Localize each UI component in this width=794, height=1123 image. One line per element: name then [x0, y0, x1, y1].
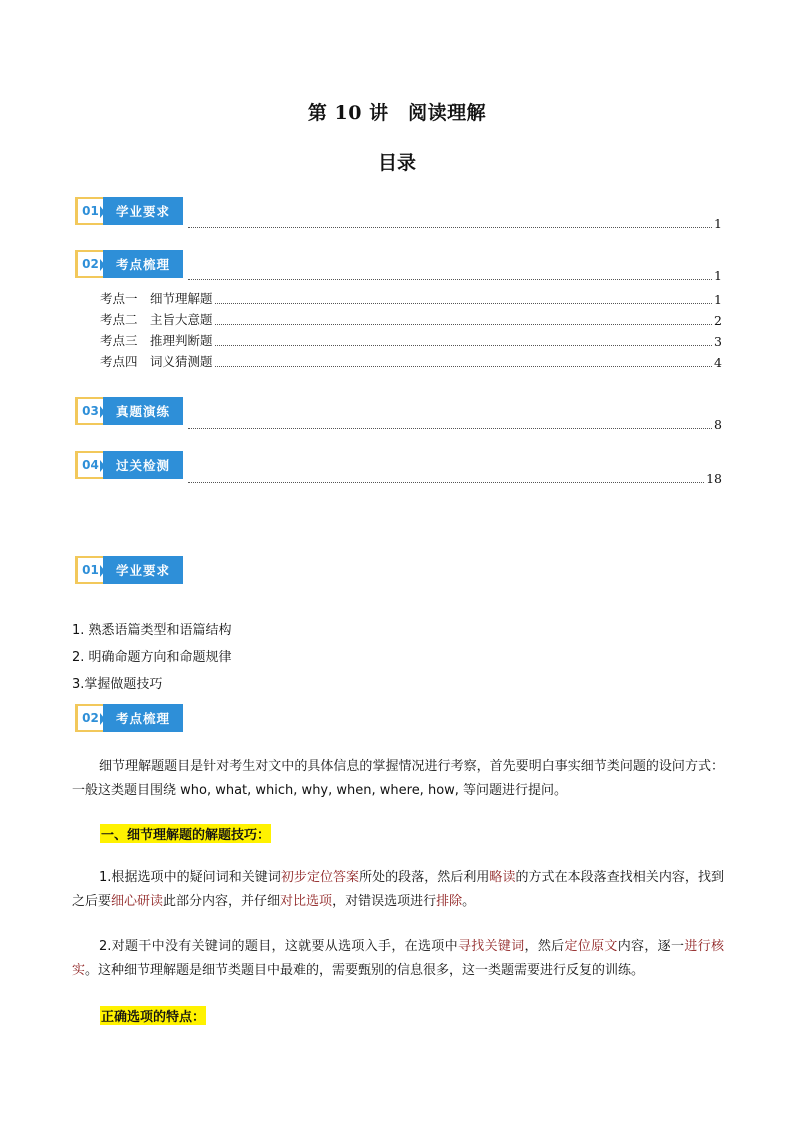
section-label: 学业要求 [103, 556, 183, 584]
key-term: 初步定位答案 [280, 870, 360, 885]
toc-page-number: 1 [714, 268, 722, 283]
toc-leader-dots [215, 344, 713, 346]
toc-page-number: 3 [714, 334, 722, 349]
section-number: 04 [75, 451, 103, 479]
key-term: 略读 [489, 870, 516, 885]
requirement-item: 2. 明确命题方向和命题规律 [72, 650, 232, 665]
section-heading-02 [75, 704, 183, 732]
toc-page-number: 18 [706, 471, 722, 486]
toc-page-number: 1 [714, 292, 722, 307]
section-number: 03 [75, 397, 103, 425]
section-number: 01 [75, 556, 103, 584]
toc-line-section-02[interactable] [186, 268, 722, 283]
toc-leader-dots [215, 365, 713, 367]
section-label: 学业要求 [103, 197, 183, 225]
section-number: 02 [75, 250, 103, 278]
requirement-item: 3.掌握做题技巧 [72, 677, 163, 692]
text-run: 。这种细节理解题是细节类题目中最难的，需要甄别的信息很多，这一类题需要进行反复的训练。 [85, 963, 645, 978]
text-run: 所处的段落，然后利用 [359, 870, 490, 885]
toc-line-kaodian-1[interactable] [100, 289, 722, 307]
highlighted-heading-correct-options: 正确选项的特点： [100, 1006, 206, 1025]
toc-line-kaodian-4[interactable] [100, 352, 722, 370]
toc-section-badge-04[interactable] [75, 451, 183, 479]
toc-leader-dots [188, 226, 712, 228]
requirement-item: 1. 熟悉语篇类型和语篇结构 [72, 623, 232, 638]
section-label: 考点梳理 [103, 250, 183, 278]
toc-leader-dots [215, 302, 713, 304]
toc-section-badge-02[interactable] [75, 250, 183, 278]
toc-leader-dots [215, 323, 713, 325]
section-number: 01 [75, 197, 103, 225]
toc-line-section-03[interactable] [186, 417, 722, 432]
document-title: 第 10 讲 阅读理解 [307, 102, 487, 124]
text-run: 。 [462, 894, 476, 909]
toc-line-kaodian-3[interactable] [100, 331, 722, 349]
section-number: 02 [75, 704, 103, 732]
toc-item-label: 考点三 推理判断题 [100, 333, 213, 348]
highlighted-heading-tips: 一、细节理解题的解题技巧： [100, 824, 271, 843]
toc-page-number: 8 [714, 417, 722, 432]
text-run: ，然后 [524, 939, 565, 954]
text-run: 2.对题干中没有关键词的题目，这就要从选项入手，在选项中 [99, 939, 458, 954]
toc-line-section-04[interactable] [186, 471, 722, 486]
toc-page-number: 1 [714, 216, 722, 231]
section-label: 真题演练 [103, 397, 183, 425]
section-label: 过关检测 [103, 451, 183, 479]
key-term: 排除 [436, 894, 463, 909]
key-term: 对比选项 [280, 894, 333, 909]
text-run: ，对错误选项进行 [332, 894, 437, 909]
toc-page-number: 2 [714, 313, 722, 328]
toc-item-label: 考点二 主旨大意题 [100, 312, 213, 327]
intro-paragraph: 细节理解题题目是针对考生对文中的具体信息的掌握情况进行考察，首先要明白事实细节类问题的设问方式：一般这类题目围绕 who, what, which, why, when, where, how, 等问题进行提问。 [72, 759, 724, 798]
key-term: 进行核实 [72, 939, 724, 978]
toc-item-label: 考点一 细节理解题 [100, 291, 213, 306]
section-heading-01 [75, 556, 183, 584]
toc-section-badge-01[interactable] [75, 197, 183, 225]
toc-line-section-01[interactable] [186, 216, 722, 231]
toc-leader-dots [188, 481, 704, 483]
toc-leader-dots [188, 278, 712, 280]
key-term: 寻找关键词 [457, 939, 525, 954]
toc-heading: 目录 [377, 152, 416, 174]
tip-paragraph-2 [72, 935, 724, 983]
text-run: 内容，逐一 [617, 939, 685, 954]
toc-section-badge-03[interactable] [75, 397, 183, 425]
toc-page-number: 4 [714, 355, 722, 370]
text-run: 1.根据选项中的疑问词和关键词 [99, 870, 281, 885]
tip-paragraph-1 [72, 866, 724, 914]
key-term: 定位原文 [564, 939, 618, 954]
toc-item-label: 考点四 词义猜测题 [100, 354, 213, 369]
section-label: 考点梳理 [103, 704, 183, 732]
toc-leader-dots [188, 427, 712, 429]
text-run: 此部分内容，并仔细 [163, 894, 281, 909]
toc-line-kaodian-2[interactable] [100, 310, 722, 328]
key-term: 细心研读 [111, 894, 164, 909]
text-run: 的方式在本段落查找相关内容，找到之后要 [72, 870, 724, 909]
